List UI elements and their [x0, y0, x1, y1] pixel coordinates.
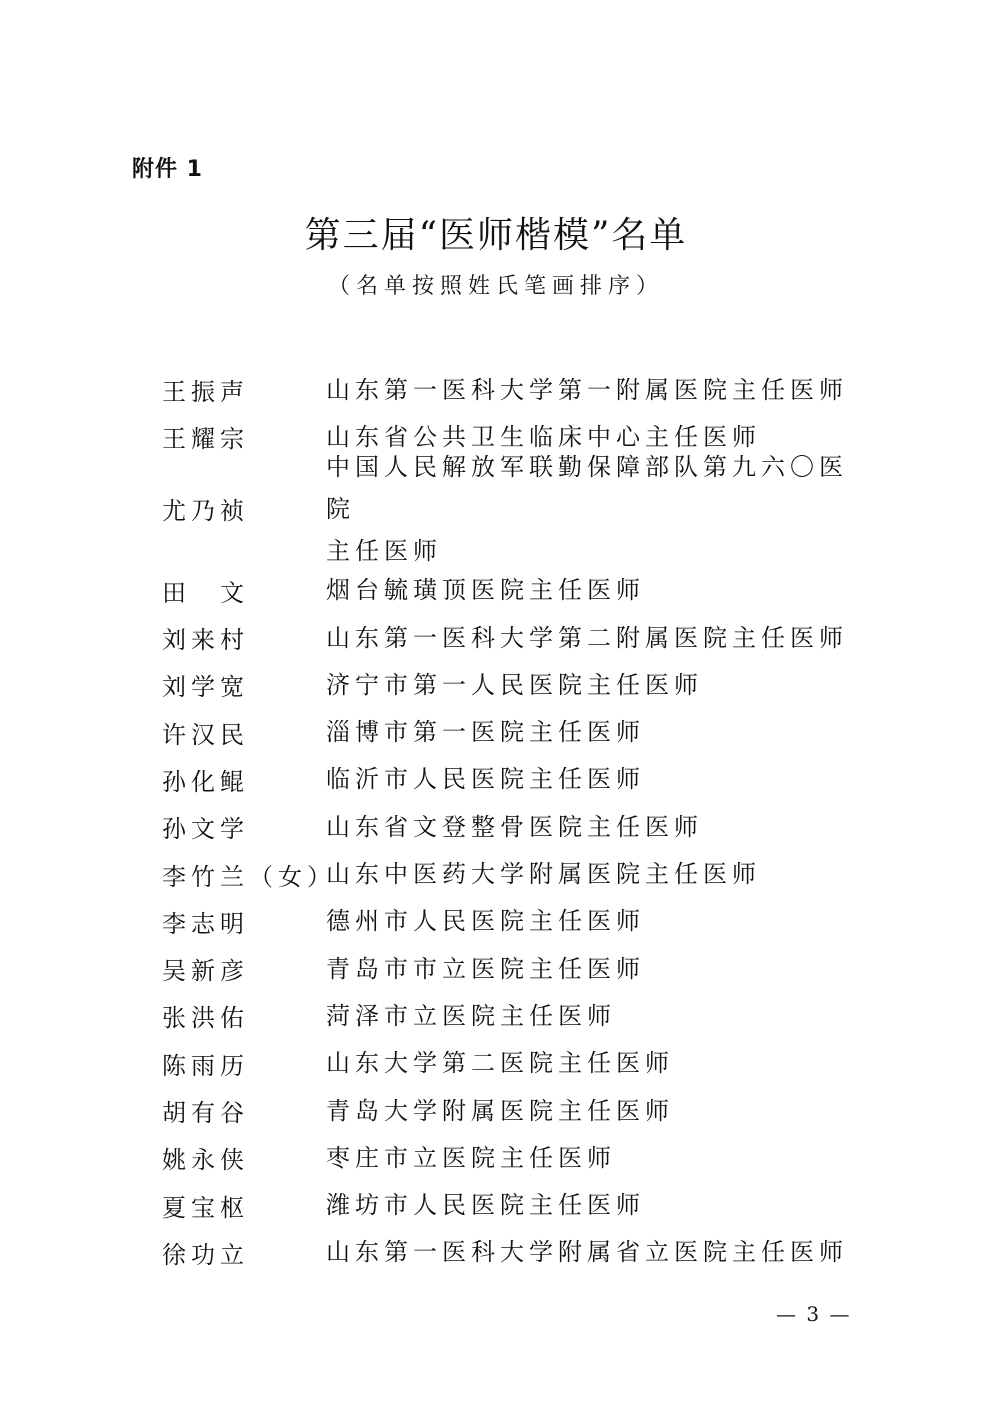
attachment-label: 附件 1 [132, 157, 203, 182]
list-item [162, 992, 862, 1039]
honoree-org: 山东大学第二医院主任医师 [326, 1049, 674, 1078]
honoree-name: 陈雨历 [162, 1051, 249, 1080]
list-item [162, 1087, 862, 1134]
list-item [162, 756, 862, 803]
honoree-org [326, 446, 862, 572]
page-subtitle: （名单按照姓氏笔画排序） [327, 274, 664, 299]
list-item [162, 708, 862, 755]
honoree-name: 徐功立 [162, 1240, 249, 1269]
list-item [162, 614, 862, 661]
honoree-org: 山东中医药大学附属医院主任医师 [326, 860, 761, 889]
honoree-org: 德州市人民医院主任医师 [326, 907, 645, 936]
honoree-name: 张洪佑 [162, 1004, 249, 1033]
honoree-org: 济宁市第一人民医院主任医师 [326, 670, 703, 699]
honoree-org: 青岛市市立医院主任医师 [326, 954, 645, 983]
page-title: 第三届“医师楷模”名单 [304, 215, 688, 256]
list-item [162, 452, 862, 565]
honoree-name: 许汉民 [162, 720, 249, 749]
honoree-name: 刘来村 [162, 626, 249, 655]
honoree-name: 吴新彦 [162, 957, 249, 986]
honoree-name: 孙文学 [162, 815, 249, 844]
honoree-org: 枣庄市立医院主任医师 [326, 1143, 616, 1172]
list-item [162, 1040, 862, 1087]
list-item [162, 1181, 862, 1228]
list-item [162, 945, 862, 992]
honoree-name: 姚永侠 [162, 1146, 249, 1175]
honoree-org: 青岛大学附属医院主任医师 [326, 1096, 674, 1125]
honoree-name: 王振声 [162, 378, 249, 407]
list-item [162, 850, 862, 897]
honoree-org: 山东第一医科大学第一附属医院主任医师 [326, 375, 848, 404]
honoree-org: 临沂市人民医院主任医师 [326, 765, 645, 794]
honoree-name: 李志明 [162, 909, 249, 938]
honoree-list [162, 366, 862, 1276]
list-item [162, 1229, 862, 1276]
honoree-org: 烟台毓璜顶医院主任医师 [326, 576, 645, 605]
honoree-org: 淄博市第一医院主任医师 [326, 718, 645, 747]
honoree-org: 山东第一医科大学第二附属医院主任医师 [326, 623, 848, 652]
honoree-name: 刘学宽 [162, 673, 249, 702]
honoree-name: 王耀宗 [162, 425, 249, 454]
honoree-name: 尤乃祯 [162, 497, 249, 526]
honoree-name: 孙化鲲 [162, 767, 249, 796]
honoree-name: 田 文 [162, 578, 249, 607]
list-item [162, 1134, 862, 1181]
honoree-org: 山东第一医科大学附属省立医院主任医师 [326, 1238, 848, 1267]
list-item [162, 661, 862, 708]
list-item [162, 803, 862, 850]
honoree-org: 菏泽市立医院主任医师 [326, 1001, 616, 1030]
list-item [162, 567, 862, 614]
honoree-org-line1: 中国人民解放军联勤保障部队第九六〇医院 [326, 452, 848, 523]
page-number: — 3 — [776, 1302, 852, 1326]
honoree-name: 夏宝枢 [162, 1193, 249, 1222]
honoree-name: 李竹兰（女） [162, 862, 336, 891]
list-item [162, 366, 862, 413]
list-item [162, 898, 862, 945]
honoree-org: 潍坊市人民医院主任医师 [326, 1191, 645, 1220]
honoree-org-line2: 主任医师 [326, 536, 442, 565]
honoree-org: 山东省文登整骨医院主任医师 [326, 812, 703, 841]
honoree-name: 胡有谷 [162, 1099, 249, 1127]
honoree-org: 山东省公共卫生临床中心主任医师 [326, 422, 761, 451]
